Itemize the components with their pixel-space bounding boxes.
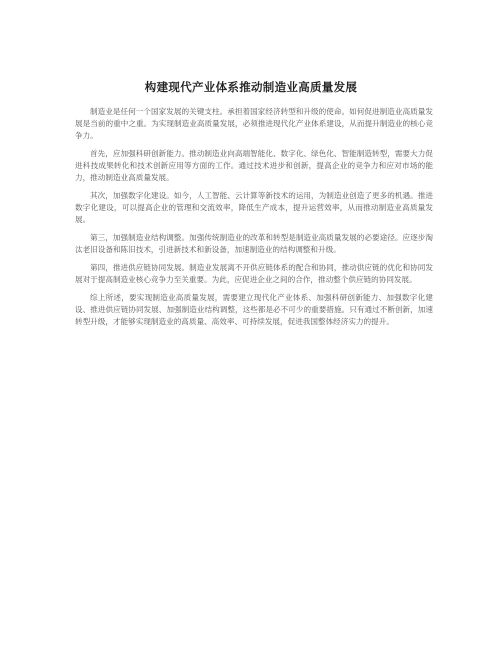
paragraph-structure-adjustment: 第三，加强制造业结构调整。加强传统制造业的改革和转型是制造业高质量发展的必要途径。应逐步淘汰老旧设备和陈旧技术，引进新技术和新设备，加速制造业的结构调整和升级。 <box>75 233 433 254</box>
paragraph-conclusion: 综上所述，要实现制造业高质量发展，需要建立现代化产业体系、加强科研创新能力、加强数字化建设、推进供应链协同发展、加强制造业结构调整，这些都是必不可少的重要措施。只有通过不断创新，加速转型升级，才能够实现制造业的高质量、高效率、可持续发展，促进我国整体经济实力的提升。 <box>75 293 433 326</box>
paragraph-supply-chain: 第四，推进供应链协同发展。制造业发展离不开供应链体系的配合和协同，推动供应链的优化和协同发展对于提高制造业核心竞争力至关重要。为此，应促进企业之间的合作，推动整个供应链的协同发展。 <box>75 263 433 284</box>
paragraph-intro: 制造业是任何一个国家发展的关键支柱。承担着国家经济转型和升级的使命。如何促进制造业高质量发展是当前的重中之重。为实现制造业高质量发展，必须推进现代化产业体系建设，从而提升制造业的核心竞争力。 <box>75 107 433 140</box>
document-title: 构建现代产业体系推动制造业高质量发展 <box>144 80 358 94</box>
paragraph-digitalization: 其次，加强数字化建设。如今，人工智能、云计算等新技术的运用，为制造业创造了更多的机遇。推进数字化建设，可以提高企业的管理和交流效率，降低生产成本，提升运营效率，从而推动制造业高质量发展。 <box>75 191 433 224</box>
document-body <box>75 106 433 334</box>
paragraph-innovation: 首先，应加强科研创新能力。推动制造业向高端智能化、数字化、绿色化、智能制造转型，需要大力促进科技成果转化和技术创新应用等方面的工作。通过技术进步和创新，提高企业的竞争力和应对市场的能力，推动制造业高质量发展。 <box>75 149 433 182</box>
